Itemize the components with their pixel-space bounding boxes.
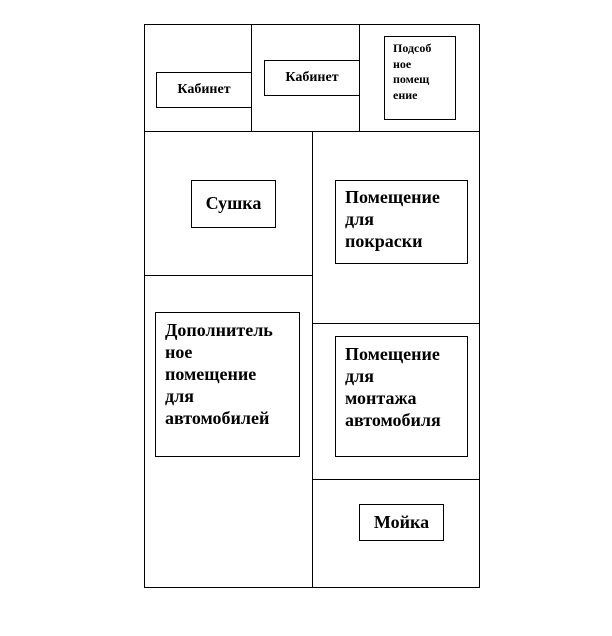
room-label-utility: Подсоб ное помещ ение xyxy=(384,36,456,120)
room-label-drying: Сушка xyxy=(191,180,276,228)
wall-center-vertical xyxy=(312,131,313,588)
wall-right-upper xyxy=(312,323,480,324)
room-label-extra-car-room: Дополнитель ное помещение для автомобилей xyxy=(155,312,300,457)
wall-right-lower xyxy=(312,479,480,480)
room-label-washing: Мойка xyxy=(359,504,444,541)
room-label-painting: Помещение для покраски xyxy=(335,180,468,264)
room-label-cabinet-2: Кабинет xyxy=(264,60,360,96)
wall-left-middle xyxy=(144,275,313,276)
room-label-cabinet-1: Кабинет xyxy=(156,72,252,108)
room-label-assembly: Помещение для монтажа автомобиля xyxy=(335,336,468,457)
